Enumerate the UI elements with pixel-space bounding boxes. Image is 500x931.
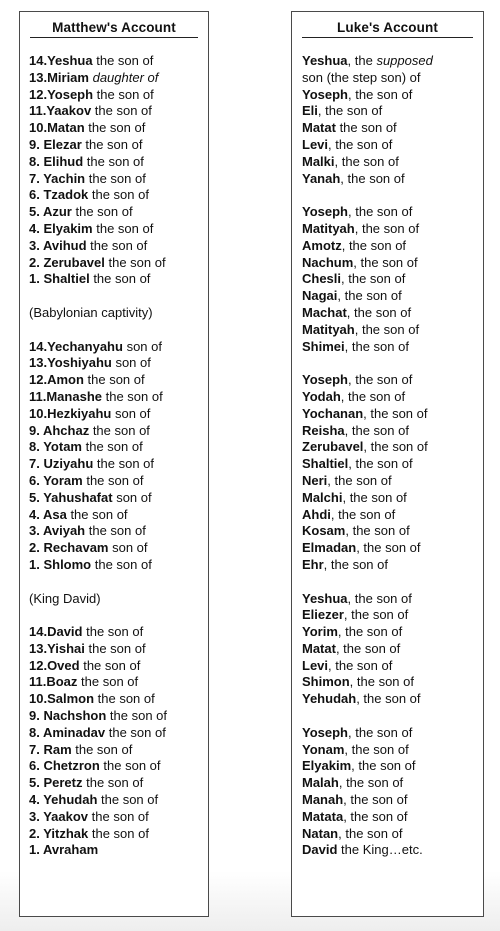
relation-text: , the son of <box>323 556 388 572</box>
genealogy-line <box>302 53 483 70</box>
name-text: Yochanan <box>302 405 364 421</box>
name-text: 9. Elezar <box>29 136 82 152</box>
name-text: David <box>302 842 338 858</box>
relation-text: the son of <box>66 506 128 522</box>
genealogy-line <box>29 507 208 524</box>
relation-text: , the son of <box>341 271 406 287</box>
genealogy-line <box>302 439 483 456</box>
relation-text: , the son of <box>363 439 428 455</box>
genealogy-line <box>302 591 483 608</box>
genealogy-line <box>302 339 483 356</box>
relation-text: , the son of <box>317 103 383 119</box>
genealogy-line <box>29 103 208 120</box>
spacer-line <box>29 607 208 624</box>
name-text: 5. Azur <box>29 204 72 220</box>
name-text: Zerubavel <box>302 439 364 455</box>
genealogy-line <box>302 557 483 574</box>
name-text: Yoseph <box>302 724 348 740</box>
genealogy-line <box>29 389 208 406</box>
name-text: 5. Peretz <box>29 775 83 791</box>
genealogy-line <box>29 355 208 372</box>
relation-text: son of <box>111 355 151 371</box>
genealogy-line <box>29 809 208 826</box>
relation-text: , the son of <box>342 489 407 505</box>
relation-text: , the son of <box>343 808 408 824</box>
genealogy-line <box>302 624 483 641</box>
name-text: Manah <box>302 792 344 808</box>
genealogy-line <box>302 288 483 305</box>
genealogy-line <box>302 691 483 708</box>
name-text: Nagai <box>302 288 338 304</box>
relation-text: , the son of <box>347 590 412 606</box>
genealogy-line <box>29 523 208 540</box>
name-text: 2. Rechavam <box>29 540 109 556</box>
relation-text: , the son of <box>344 338 409 354</box>
genealogy-line <box>302 238 483 255</box>
relation-text: the son of <box>71 204 133 220</box>
name-text: 14.Yechanyahu <box>29 338 123 354</box>
genealogy-line <box>29 406 208 423</box>
relation-text: , the son of <box>340 388 406 404</box>
relation-text: , the son of <box>343 792 408 808</box>
relation-text: the son of <box>104 254 166 270</box>
genealogy-line <box>302 658 483 675</box>
name-text: Shaltiel <box>302 456 349 472</box>
relation-text: the son of <box>89 422 150 438</box>
genealogy-line <box>302 103 483 120</box>
relation-text: , the son of <box>327 472 392 488</box>
name-text: 12.Oved <box>29 657 80 673</box>
genealogy-line <box>29 372 208 389</box>
name-text: 1. Avraham <box>29 842 99 858</box>
relation-text: , the son of <box>348 456 413 472</box>
genealogy-line <box>302 641 483 658</box>
relation-text: the son of <box>97 792 159 808</box>
relation-text: the son of <box>82 472 144 488</box>
relation-text: the son of <box>91 556 152 572</box>
genealogy-line <box>302 87 483 104</box>
name-text: 5. Yahushafat <box>29 489 113 505</box>
relation-text: the son of <box>105 724 166 740</box>
relation-text: the son of <box>77 674 139 690</box>
genealogy-line <box>302 372 483 389</box>
genealogy-line <box>29 826 208 843</box>
genealogy-line <box>302 540 483 557</box>
relation-text: , the son of <box>353 254 418 270</box>
name-text: Levi <box>302 136 329 152</box>
relation-text: the son of <box>94 691 155 707</box>
name-text: Malki <box>302 153 335 169</box>
name-text: 1. Shlomo <box>29 556 92 572</box>
name-text: 9. Nachshon <box>29 708 107 724</box>
name-text: Yorim <box>302 624 338 640</box>
matthew-genealogy-list <box>20 53 208 859</box>
genealogy-line <box>29 641 208 658</box>
name-text: 13.Yishai <box>29 640 85 656</box>
genealogy-line <box>302 758 483 775</box>
genealogy-line <box>29 305 208 322</box>
name-text: Matat <box>302 120 336 136</box>
genealogy-line <box>302 271 483 288</box>
italic-text: daughter of <box>88 69 159 85</box>
genealogy-line <box>29 775 208 792</box>
name-text: Yonam <box>302 741 345 757</box>
genealogy-line <box>302 456 483 473</box>
name-text: Neri <box>302 472 328 488</box>
relation-text: , the son of <box>348 86 413 102</box>
genealogy-line <box>29 339 208 356</box>
name-text: Amotz <box>302 237 342 253</box>
relation-text: , the son of <box>338 825 403 841</box>
relation-text: , the son of <box>348 372 413 388</box>
relation-text: , the son of <box>337 288 402 304</box>
name-text: 12.Yoseph <box>29 86 94 102</box>
name-text: 10.Matan <box>29 120 85 136</box>
name-text: Machat <box>302 304 347 320</box>
genealogy-line <box>302 507 483 524</box>
name-text: Matata <box>302 808 344 824</box>
spacer-line <box>29 288 208 305</box>
name-text: 7. Yachin <box>29 170 86 186</box>
genealogy-line <box>29 271 208 288</box>
name-text: Matityah <box>302 321 355 337</box>
genealogy-line <box>29 758 208 775</box>
relation-text: son of <box>122 338 162 354</box>
name-text: Malchi <box>302 489 343 505</box>
relation-text: , the son of <box>328 136 393 152</box>
name-text: Malah <box>302 775 339 791</box>
genealogy-line <box>302 775 483 792</box>
relation-text: , the son of <box>346 304 412 320</box>
relation-text: , the son of <box>343 607 409 623</box>
name-text: 8. Yotam <box>29 439 82 455</box>
name-text: Matat <box>302 640 336 656</box>
name-text: Yodah <box>302 388 341 404</box>
spacer-line <box>302 355 483 372</box>
genealogy-line <box>302 423 483 440</box>
name-text: Eli <box>302 103 318 119</box>
relation-text: , the son of <box>330 506 396 522</box>
genealogy-line <box>302 406 483 423</box>
name-text: 13.Yoshiyahu <box>29 355 112 371</box>
relation-text: the son of <box>85 523 146 539</box>
name-text: Elmadan <box>302 540 357 556</box>
spacer-line <box>29 322 208 339</box>
name-text: 14.Yeshua <box>29 53 93 68</box>
spacer-line <box>302 708 483 725</box>
name-text: Natan <box>302 825 339 841</box>
genealogy-line <box>29 658 208 675</box>
relation-text: the son of <box>88 187 149 203</box>
relation-text: , the son of <box>348 204 413 220</box>
genealogy-line <box>302 322 483 339</box>
relation-text: the son of <box>92 220 154 236</box>
spacer-line <box>29 574 208 591</box>
name-text: Nachum <box>302 254 354 270</box>
genealogy-line <box>29 842 208 859</box>
name-text: Yehudah <box>302 691 357 707</box>
genealogy-line <box>302 120 483 137</box>
name-text: 1. Shaltiel <box>29 271 90 287</box>
genealogy-line <box>302 137 483 154</box>
name-text: Elyakim <box>302 758 352 774</box>
genealogy-line <box>302 154 483 171</box>
relation-text: (Babylonian captivity) <box>29 304 153 320</box>
relation-text: , the son of <box>345 523 410 539</box>
spacer-line <box>302 187 483 204</box>
genealogy-line <box>29 674 208 691</box>
genealogy-line <box>302 204 483 221</box>
luke-genealogy-list <box>292 53 483 859</box>
name-text: Yeshua <box>302 590 348 606</box>
genealogy-line <box>29 120 208 137</box>
relation-text: , the son of <box>356 540 421 556</box>
relation-text: the son of <box>102 388 163 404</box>
relation-text: , the son of <box>349 674 414 690</box>
name-text: 8. Aminadav <box>29 724 106 740</box>
name-text: 12.Amon <box>29 372 84 388</box>
name-text: 3. Yaakov <box>29 808 89 824</box>
genealogy-line <box>29 255 208 272</box>
relation-text: the King…etc. <box>337 842 423 858</box>
relation-text: son of <box>112 489 152 505</box>
relation-text: the son of <box>88 825 149 841</box>
spacer-line <box>302 574 483 591</box>
genealogy-line <box>302 305 483 322</box>
relation-text: , the son of <box>340 170 405 186</box>
genealogy-line <box>29 691 208 708</box>
relation-text: , the son of <box>337 624 403 640</box>
genealogy-line <box>302 725 483 742</box>
name-text: Yoseph <box>302 86 348 102</box>
relation-text: the son of <box>83 153 144 169</box>
name-text: 2. Yitzhak <box>29 825 89 841</box>
genealogy-line <box>29 171 208 188</box>
relation-text: the son of <box>335 120 397 136</box>
genealogy-line <box>302 674 483 691</box>
name-text: Yeshua <box>302 53 348 68</box>
genealogy-line <box>302 171 483 188</box>
genealogy-line <box>29 624 208 641</box>
relation-text: son of <box>111 405 151 421</box>
relation-text: the son of <box>91 103 152 119</box>
genealogy-line <box>302 70 483 87</box>
relation-text: the son of <box>83 372 145 388</box>
genealogy-line <box>302 607 483 624</box>
relation-text: , the <box>347 53 377 68</box>
genealogy-line <box>302 523 483 540</box>
name-text: Shimon <box>302 674 350 690</box>
relation-text: the son of <box>82 624 144 640</box>
relation-text: the son of <box>84 640 146 656</box>
name-text: 14.David <box>29 624 83 640</box>
genealogy-line <box>29 53 208 70</box>
name-text: Yoseph <box>302 372 348 388</box>
name-text: 4. Yehudah <box>29 792 98 808</box>
italic-text: supposed <box>376 53 433 68</box>
genealogy-line <box>29 204 208 221</box>
genealogy-line <box>29 456 208 473</box>
name-text: 4. Asa <box>29 506 67 522</box>
genealogy-line <box>29 238 208 255</box>
relation-text: the son of <box>81 439 143 455</box>
genealogy-line <box>302 221 483 238</box>
genealogy-line <box>29 87 208 104</box>
name-text: 7. Uziyahu <box>29 456 94 472</box>
relation-text: the son of <box>93 456 155 472</box>
relation-text: the son of <box>88 808 149 824</box>
relation-text: , the son of <box>354 321 420 337</box>
name-text: Shimei <box>302 338 345 354</box>
relation-text: the son of <box>86 237 148 253</box>
relation-text: , the son of <box>334 153 399 169</box>
relation-text: son (the step son) of <box>302 69 421 85</box>
name-text: 6. Tzadok <box>29 187 89 203</box>
genealogy-line <box>29 557 208 574</box>
relation-text: , the son of <box>351 758 416 774</box>
genealogy-line <box>29 540 208 557</box>
name-text: Yanah <box>302 170 341 186</box>
genealogy-line <box>302 490 483 507</box>
genealogy-line <box>29 154 208 171</box>
relation-text: , the son of <box>348 724 413 740</box>
genealogy-line <box>29 439 208 456</box>
genealogy-line <box>302 826 483 843</box>
matthew-account-title: Matthew's Account <box>30 20 198 38</box>
genealogy-line <box>29 591 208 608</box>
genealogy-line <box>29 792 208 809</box>
relation-text: , the son of <box>356 691 421 707</box>
name-text: Ehr <box>302 556 324 572</box>
name-text: 3. Avihud <box>29 237 87 253</box>
name-text: 11.Boaz <box>29 674 78 690</box>
genealogy-line <box>29 70 208 87</box>
relation-text: the son of <box>89 271 151 287</box>
name-text: Yoseph <box>302 204 348 220</box>
genealogy-line <box>302 389 483 406</box>
name-text: 11.Yaakov <box>29 103 92 119</box>
relation-text: the son of <box>85 170 146 186</box>
genealogy-line <box>29 221 208 238</box>
relation-text: , the son of <box>335 640 401 656</box>
genealogy-line <box>302 842 483 859</box>
name-text: 6. Yoram <box>29 472 83 488</box>
name-text: Matityah <box>302 220 355 236</box>
relation-text: (King David) <box>29 590 101 606</box>
name-text: Levi <box>302 657 329 673</box>
genealogy-line <box>29 725 208 742</box>
name-text: 8. Elihud <box>29 153 84 169</box>
name-text: 10.Salmon <box>29 691 95 707</box>
relation-text: the son of <box>71 741 133 757</box>
relation-text: , the son of <box>344 422 409 438</box>
genealogy-line <box>29 708 208 725</box>
relation-text: the son of <box>82 775 144 791</box>
relation-text: the son of <box>99 758 161 774</box>
name-text: 7. Ram <box>29 741 72 757</box>
genealogy-line <box>302 792 483 809</box>
matthew-account-panel <box>19 11 209 917</box>
name-text: 9. Ahchaz <box>29 422 90 438</box>
genealogy-line <box>29 137 208 154</box>
genealogy-line <box>302 742 483 759</box>
genealogy-line <box>29 473 208 490</box>
luke-account-title: Luke's Account <box>302 20 473 38</box>
name-text: 10.Hezkiyahu <box>29 405 112 421</box>
relation-text: the son of <box>84 120 146 136</box>
genealogy-line <box>302 473 483 490</box>
name-text: 4. Elyakim <box>29 220 93 236</box>
genealogy-line <box>29 742 208 759</box>
luke-account-panel <box>291 11 484 917</box>
genealogy-line <box>302 809 483 826</box>
relation-text: the son of <box>92 53 154 68</box>
relation-text: , the son of <box>341 237 407 253</box>
name-text: 6. Chetzron <box>29 758 100 774</box>
relation-text: , the son of <box>344 741 409 757</box>
genealogy-line <box>29 490 208 507</box>
name-text: Reisha <box>302 422 345 438</box>
name-text: 11.Manashe <box>29 388 102 404</box>
relation-text: the son of <box>93 86 154 102</box>
relation-text: the son of <box>106 708 168 724</box>
relation-text: , the son of <box>363 405 428 421</box>
genealogy-line <box>29 423 208 440</box>
genealogy-line <box>29 187 208 204</box>
name-text: Kosam <box>302 523 346 539</box>
name-text: Eliezer <box>302 607 344 623</box>
name-text: 3. Aviyah <box>29 523 86 539</box>
name-text: Ahdi <box>302 506 331 522</box>
relation-text: , the son of <box>328 657 393 673</box>
relation-text: , the son of <box>354 220 420 236</box>
relation-text: son of <box>108 540 148 556</box>
name-text: 13.Miriam <box>29 69 89 85</box>
genealogy-line <box>302 255 483 272</box>
relation-text: the son of <box>81 136 143 152</box>
relation-text: , the son of <box>338 775 404 791</box>
name-text: Chesli <box>302 271 342 287</box>
relation-text: the son of <box>79 657 141 673</box>
name-text: 2. Zerubavel <box>29 254 105 270</box>
